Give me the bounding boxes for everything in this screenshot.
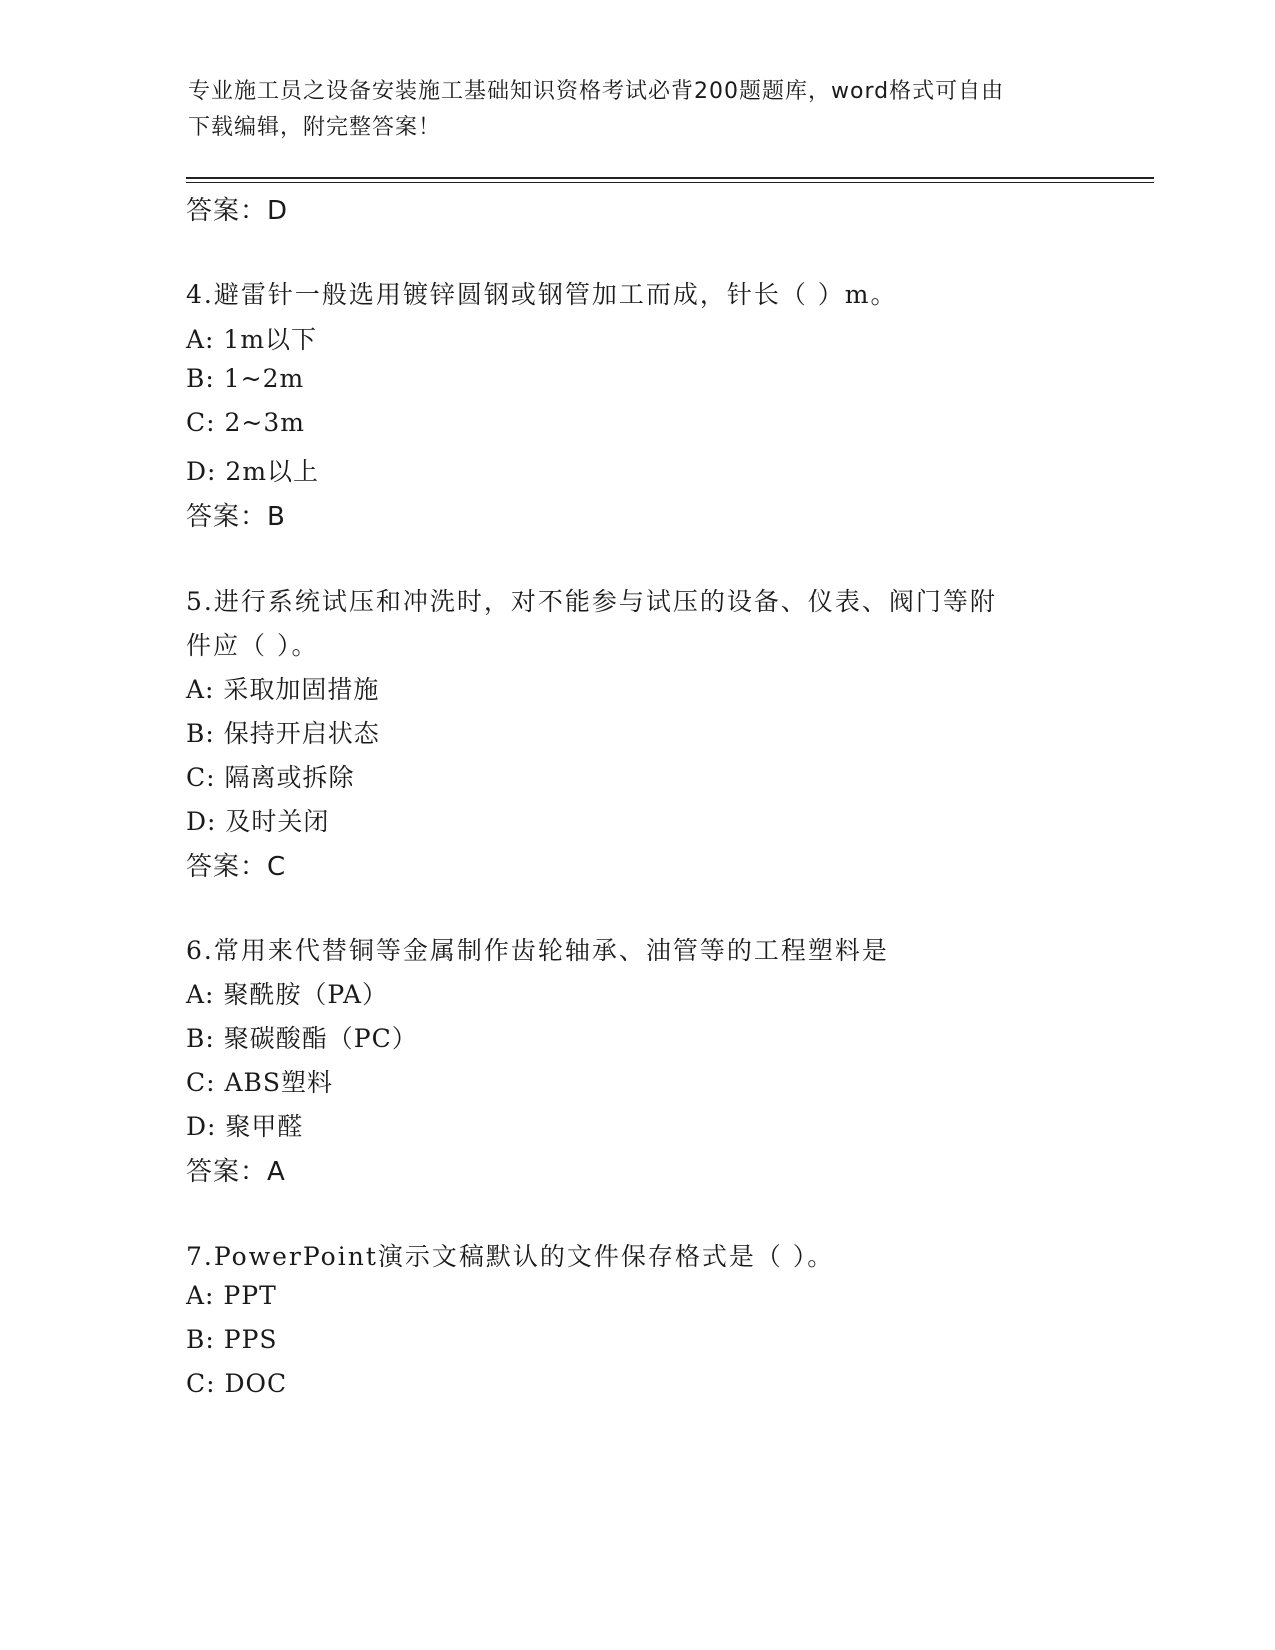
document-header <box>188 74 1088 146</box>
question-6-option-b: B: 聚碳酸酯（PC） <box>186 1024 418 1053</box>
question-4-option-d: D: 2m以上 <box>186 457 320 486</box>
question-5-stem-line-1: 5.进行系统试压和冲洗时，对不能参与试压的设备、仪表、阀门等附 <box>186 587 997 616</box>
question-7-option-b: B: PPS <box>186 1325 278 1354</box>
question-7-option-c: C: DOC <box>186 1369 288 1398</box>
question-4-option-c: C: 2~3m <box>186 408 305 437</box>
question-5-stem-line-2: 件应（ ）。 <box>186 631 319 660</box>
question-4-option-a: A: 1m以下 <box>186 325 318 354</box>
question-4-option-b: B: 1~2m <box>186 364 305 393</box>
question-6-option-a: A: 聚酰胺（PA） <box>186 980 389 1009</box>
header-title-line-2: 下载编辑，附完整答案！ <box>188 115 442 140</box>
question-5-option-a: A: 采取加固措施 <box>186 675 380 704</box>
question-6-stem: 6.常用来代替铜等金属制作齿轮轴承、油管等的工程塑料是 <box>186 936 889 965</box>
question-6-option-c: C: ABS塑料 <box>186 1068 334 1097</box>
question-5-answer: 答案：C <box>186 852 287 882</box>
question-4-answer: 答案：B <box>186 502 286 532</box>
question-4-stem: 4.避雷针一般选用镀锌圆钢或钢管加工而成，针长（ ）m。 <box>186 280 898 309</box>
header-divider <box>186 177 1154 183</box>
question-5-option-c: C: 隔离或拆除 <box>186 763 355 792</box>
answer-line: 答案：D <box>186 196 289 226</box>
question-6-option-d: D: 聚甲醛 <box>186 1112 304 1141</box>
question-5-option-b: B: 保持开启状态 <box>186 719 380 748</box>
question-5-option-d: D: 及时关闭 <box>186 807 330 836</box>
header-title-line-1: 专业施工员之设备安装施工基础知识资格考试必背200题题库，word格式可自由 <box>188 79 1005 104</box>
question-7-stem: 7.PowerPoint演示文稿默认的文件保存格式是（ ）。 <box>186 1242 835 1271</box>
question-6-answer: 答案：A <box>186 1157 286 1187</box>
question-7-option-a: A: PPT <box>186 1281 277 1310</box>
